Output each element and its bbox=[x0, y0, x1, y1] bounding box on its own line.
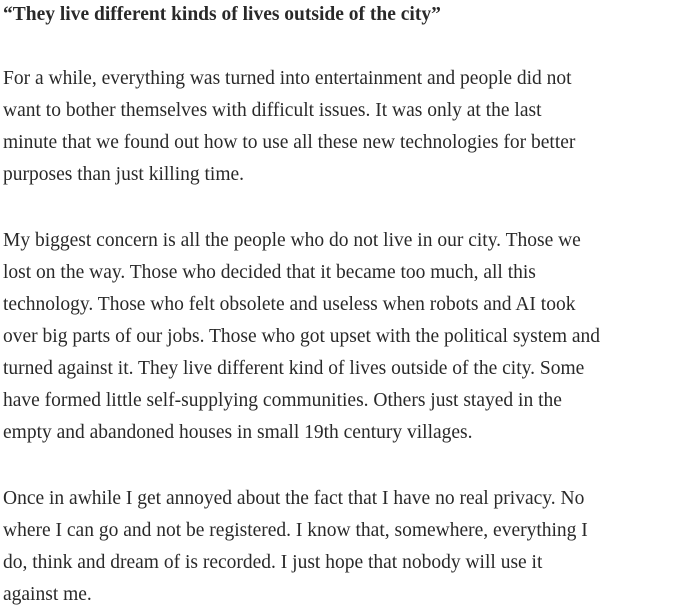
article-subheading: “They live different kinds of lives outside of the city” bbox=[3, 4, 441, 25]
paragraph-line: minute that we found out how to use all these new technologies for better bbox=[3, 132, 576, 153]
article-body bbox=[3, 0, 673, 611]
paragraph-line: against me. bbox=[3, 584, 92, 605]
paragraph-line: have formed little self-supplying communities. Others just stayed in the bbox=[3, 390, 562, 411]
paragraph-line: Once in awhile I get annoyed about the fact that I have no real privacy. No bbox=[3, 488, 585, 509]
paragraph-privacy bbox=[3, 483, 673, 611]
paragraph-line: where I can go and not be registered. I know that, somewhere, everything I bbox=[3, 520, 588, 541]
paragraph-line: My biggest concern is all the people who do not live in our city. Those we bbox=[3, 230, 581, 251]
paragraph-line: purposes than just killing time. bbox=[3, 164, 245, 185]
paragraph-concern bbox=[3, 225, 673, 449]
paragraph-entertainment bbox=[3, 63, 673, 191]
paragraph-line: want to bother themselves with difficult issues. It was only at the last bbox=[3, 100, 542, 121]
paragraph-line: technology. Those who felt obsolete and useless when robots and AI took bbox=[3, 294, 576, 315]
paragraph-line: empty and abandoned houses in small 19th century villages. bbox=[3, 422, 473, 443]
paragraph-line: For a while, everything was turned into entertainment and people did not bbox=[3, 68, 572, 89]
paragraph-line: do, think and dream of is recorded. I just hope that nobody will use it bbox=[3, 552, 543, 573]
paragraph-line: over big parts of our jobs. Those who got upset with the political system and bbox=[3, 326, 601, 347]
paragraph-line: turned against it. They live different kind of lives outside of the city. Some bbox=[3, 358, 585, 379]
paragraph-line: lost on the way. Those who decided that it became too much, all this bbox=[3, 262, 536, 283]
